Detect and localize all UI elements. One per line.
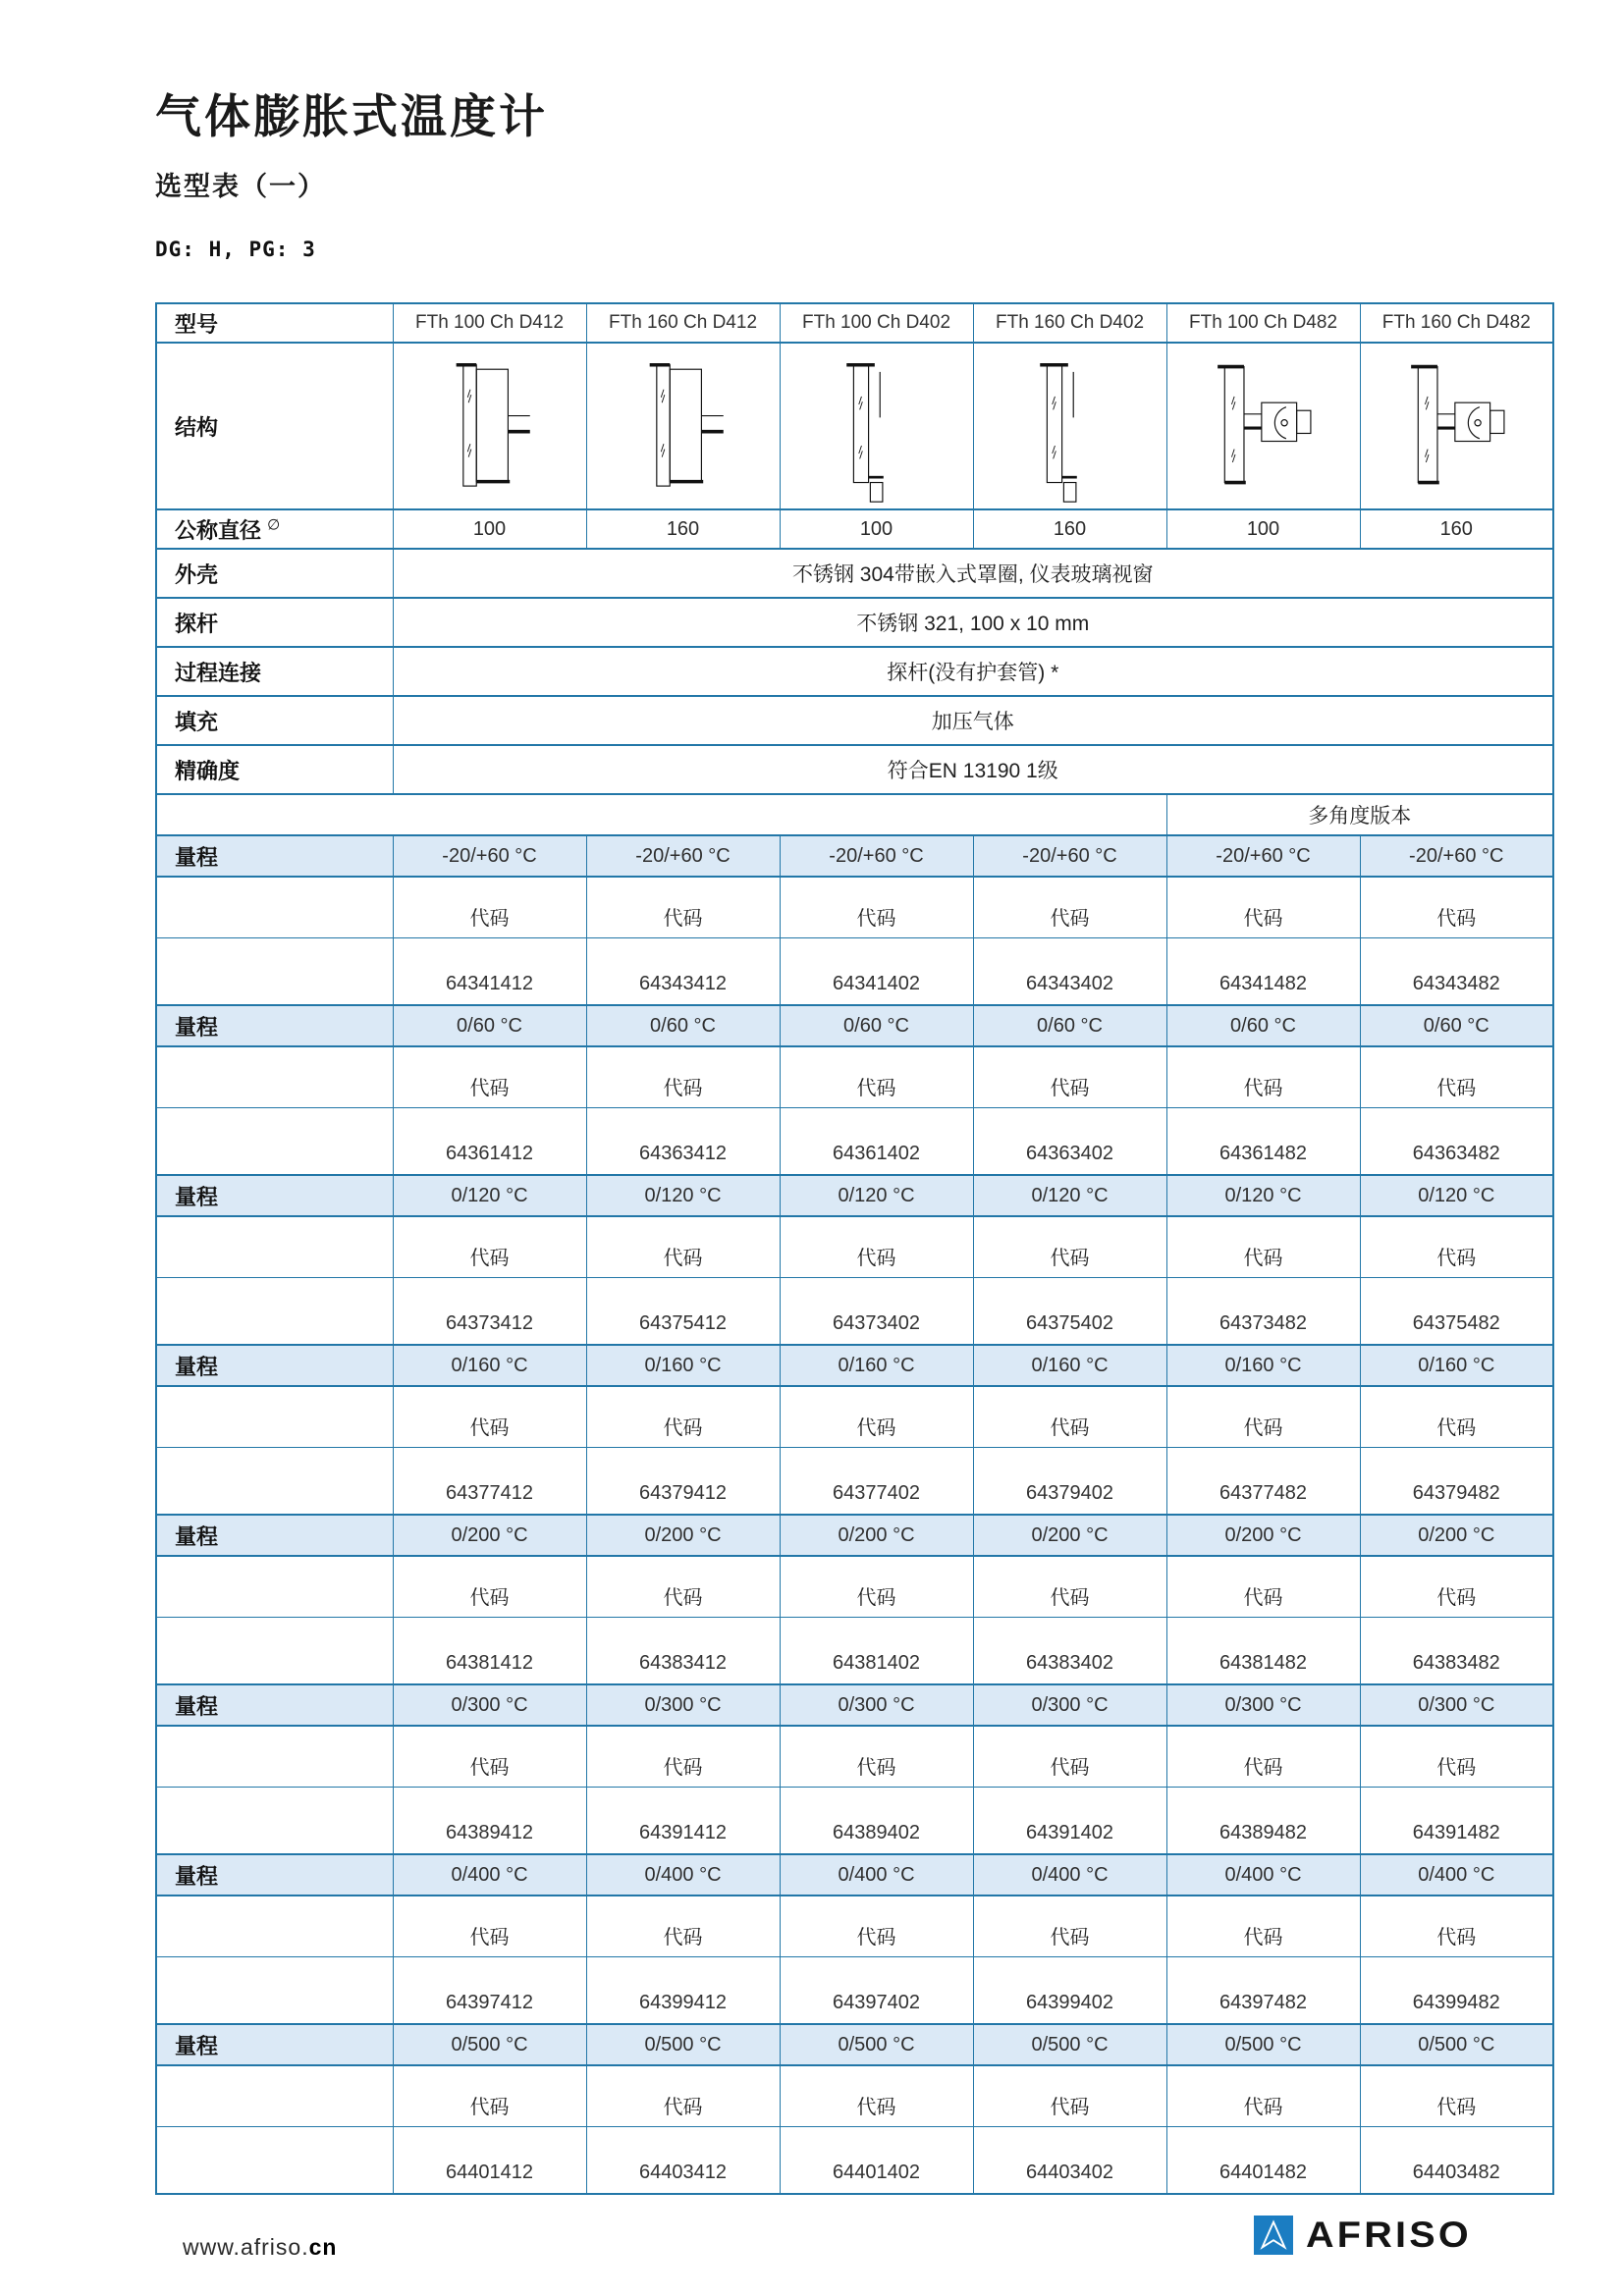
- afriso-wordmark: AFRISO: [1306, 2215, 1472, 2255]
- range-value: 0/160 °C: [780, 1345, 973, 1386]
- code-label: 代码: [586, 1386, 780, 1448]
- empty-cell: [156, 2065, 393, 2127]
- code-value: 64341482: [1166, 938, 1360, 1006]
- range-row: [156, 1005, 1553, 1046]
- range-value: 0/300 °C: [586, 1684, 780, 1726]
- range-value: 0/500 °C: [780, 2024, 973, 2065]
- range-value: 0/160 °C: [393, 1345, 586, 1386]
- diameter-value: 100: [1166, 509, 1360, 549]
- model-name: FTh 100 Ch D482: [1166, 303, 1360, 343]
- range-value: 0/200 °C: [780, 1515, 973, 1556]
- model-name: FTh 100 Ch D402: [780, 303, 973, 343]
- range-value: 0/60 °C: [1166, 1005, 1360, 1046]
- code-value: 64381402: [780, 1618, 973, 1685]
- empty-cell: [156, 1046, 393, 1108]
- code-label-row: [156, 1896, 1553, 1957]
- code-label: 代码: [393, 1216, 586, 1278]
- range-value: 0/120 °C: [1166, 1175, 1360, 1216]
- selection-table: [155, 302, 1554, 2195]
- spec-value: 符合EN 13190 1级: [393, 745, 1553, 794]
- code-label-row: [156, 1046, 1553, 1108]
- spec-label: 外壳: [156, 549, 393, 598]
- code-value: 64399412: [586, 1957, 780, 2025]
- code-label: 代码: [586, 1556, 780, 1618]
- code-label: 代码: [393, 1556, 586, 1618]
- range-value: 0/120 °C: [1360, 1175, 1553, 1216]
- code-value: 64363402: [973, 1108, 1166, 1176]
- diameter-value: 160: [973, 509, 1166, 549]
- multi-angle-row: [156, 794, 1553, 835]
- range-row: [156, 1175, 1553, 1216]
- range-value: 0/300 °C: [780, 1684, 973, 1726]
- range-row-label: 量程: [156, 1515, 393, 1556]
- model-name: FTh 160 Ch D482: [1360, 303, 1553, 343]
- code-value: 64381482: [1166, 1618, 1360, 1685]
- code-value: 64377482: [1166, 1448, 1360, 1516]
- spec-value: 探杆(没有护套管) *: [393, 647, 1553, 696]
- structure-cell: [780, 343, 973, 509]
- range-value: -20/+60 °C: [393, 835, 586, 877]
- code-value: 64373402: [780, 1278, 973, 1346]
- website-suffix: cn: [308, 2234, 338, 2260]
- code-value: 64361402: [780, 1108, 973, 1176]
- code-label: 代码: [1166, 1046, 1360, 1108]
- code-value: 64389412: [393, 1788, 586, 1855]
- afriso-logo: [1254, 2215, 1472, 2256]
- code-value: 64373482: [1166, 1278, 1360, 1346]
- range-row: [156, 835, 1553, 877]
- code-label: 代码: [1360, 1386, 1553, 1448]
- range-value: 0/200 °C: [1360, 1515, 1553, 1556]
- structure-cell: [1166, 343, 1360, 509]
- code-value: 64383412: [586, 1618, 780, 1685]
- code-label: 代码: [1166, 877, 1360, 938]
- empty-cell: [156, 1556, 393, 1618]
- multi-angle-version-label: 多角度版本: [1166, 794, 1553, 835]
- empty-cell: [156, 1957, 393, 2025]
- diameter-row-label: [156, 509, 393, 549]
- diameter-row: [156, 509, 1553, 549]
- code-value: 64341402: [780, 938, 973, 1006]
- code-value: 64379412: [586, 1448, 780, 1516]
- code-value: 64389482: [1166, 1788, 1360, 1855]
- empty-cell: [156, 1788, 393, 1855]
- range-value: 0/200 °C: [973, 1515, 1166, 1556]
- range-value: 0/500 °C: [586, 2024, 780, 2065]
- model-row: [156, 303, 1553, 343]
- code-value-row: [156, 938, 1553, 1006]
- code-value-row: [156, 1788, 1553, 1855]
- code-value: 64397412: [393, 1957, 586, 2025]
- code-value-row: [156, 1278, 1553, 1346]
- code-value-row: [156, 2127, 1553, 2195]
- range-value: 0/300 °C: [973, 1684, 1166, 1726]
- structure-diagram-back-connection-icon: [630, 354, 735, 504]
- range-row-label: 量程: [156, 835, 393, 877]
- code-label-row: [156, 877, 1553, 938]
- range-value: 0/400 °C: [393, 1854, 586, 1896]
- code-value: 64401412: [393, 2127, 586, 2195]
- range-value: 0/120 °C: [393, 1175, 586, 1216]
- code-value-row: [156, 1448, 1553, 1516]
- code-label: 代码: [1360, 1556, 1553, 1618]
- structure-cell: [586, 343, 780, 509]
- code-label-row: [156, 1386, 1553, 1448]
- code-label: 代码: [586, 877, 780, 938]
- code-label: 代码: [780, 1556, 973, 1618]
- structure-diagram-back-connection-icon: [437, 354, 542, 504]
- range-value: 0/500 °C: [973, 2024, 1166, 2065]
- spec-row-probe: [156, 598, 1553, 647]
- spec-label: 探杆: [156, 598, 393, 647]
- code-value: 64363412: [586, 1108, 780, 1176]
- code-value: 64391482: [1360, 1788, 1553, 1855]
- code-value: 64389402: [780, 1788, 973, 1855]
- code-label: 代码: [586, 1046, 780, 1108]
- code-label: 代码: [1360, 877, 1553, 938]
- structure-diagram-bottom-connection-icon: [824, 354, 929, 504]
- range-value: 0/400 °C: [780, 1854, 973, 1896]
- code-label: 代码: [780, 2065, 973, 2127]
- code-value: 64361412: [393, 1108, 586, 1176]
- model-name: FTh 160 Ch D402: [973, 303, 1166, 343]
- code-label: 代码: [1166, 1386, 1360, 1448]
- range-value: 0/200 °C: [393, 1515, 586, 1556]
- empty-cell: [156, 1618, 393, 1685]
- empty-cell: [156, 794, 1166, 835]
- range-value: 0/300 °C: [1360, 1684, 1553, 1726]
- code-value: 64383482: [1360, 1618, 1553, 1685]
- code-label: 代码: [780, 1216, 973, 1278]
- code-label: 代码: [586, 2065, 780, 2127]
- code-label: 代码: [780, 1896, 973, 1957]
- range-value: 0/160 °C: [586, 1345, 780, 1386]
- code-label: 代码: [1166, 1726, 1360, 1788]
- structure-diagram-swivel-connection-icon: [1211, 354, 1316, 504]
- range-row: [156, 2024, 1553, 2065]
- spec-label: 精确度: [156, 745, 393, 794]
- code-value: 64403402: [973, 2127, 1166, 2195]
- code-label: 代码: [393, 1896, 586, 1957]
- empty-cell: [156, 1448, 393, 1516]
- code-label: 代码: [973, 2065, 1166, 2127]
- range-value: 0/60 °C: [586, 1005, 780, 1046]
- code-label: 代码: [780, 1726, 973, 1788]
- range-value: 0/300 °C: [393, 1684, 586, 1726]
- spec-row-filling: [156, 696, 1553, 745]
- code-value: 64343402: [973, 938, 1166, 1006]
- structure-cell: [1360, 343, 1553, 509]
- diameter-value: 100: [780, 509, 973, 549]
- range-row-label: 量程: [156, 1684, 393, 1726]
- empty-cell: [156, 938, 393, 1006]
- code-label: 代码: [1360, 1046, 1553, 1108]
- page-subtitle: 选型表（一）: [155, 172, 326, 201]
- range-value: -20/+60 °C: [780, 835, 973, 877]
- code-label: 代码: [973, 877, 1166, 938]
- code-label: 代码: [780, 1386, 973, 1448]
- code-label: 代码: [393, 877, 586, 938]
- empty-cell: [156, 1386, 393, 1448]
- range-value: 0/400 °C: [1166, 1854, 1360, 1896]
- spec-value: 加压气体: [393, 696, 1553, 745]
- code-value: 64375412: [586, 1278, 780, 1346]
- structure-cell: [973, 343, 1166, 509]
- code-value: 64379402: [973, 1448, 1166, 1516]
- range-value: 0/500 °C: [1360, 2024, 1553, 2065]
- code-value: 64401402: [780, 2127, 973, 2195]
- page-title: 气体膨胀式温度计: [155, 90, 548, 142]
- code-label: 代码: [1166, 1896, 1360, 1957]
- code-label: 代码: [393, 1386, 586, 1448]
- structure-diagram-bottom-connection-icon: [1017, 354, 1122, 504]
- range-value: 0/200 °C: [586, 1515, 780, 1556]
- code-value-row: [156, 1108, 1553, 1176]
- code-value: 64399482: [1360, 1957, 1553, 2025]
- diameter-symbol: ∅: [267, 516, 281, 534]
- code-value: 64377402: [780, 1448, 973, 1516]
- range-value: 0/60 °C: [973, 1005, 1166, 1046]
- code-label: 代码: [973, 1046, 1166, 1108]
- range-value: 0/60 °C: [780, 1005, 973, 1046]
- structure-diagram-swivel-connection-icon: [1404, 354, 1509, 504]
- model-name: FTh 160 Ch D412: [586, 303, 780, 343]
- range-value: 0/400 °C: [1360, 1854, 1553, 1896]
- range-value: 0/60 °C: [1360, 1005, 1553, 1046]
- range-row: [156, 1345, 1553, 1386]
- code-label: 代码: [393, 1046, 586, 1108]
- spec-label: 过程连接: [156, 647, 393, 696]
- structure-row: [156, 343, 1553, 509]
- range-value: 0/60 °C: [393, 1005, 586, 1046]
- code-value: 64341412: [393, 938, 586, 1006]
- range-row-label: 量程: [156, 1345, 393, 1386]
- code-value: 64401482: [1166, 2127, 1360, 2195]
- code-label: 代码: [1166, 2065, 1360, 2127]
- selection-table-body: [156, 303, 1553, 2194]
- code-label: 代码: [393, 2065, 586, 2127]
- code-label: 代码: [973, 1386, 1166, 1448]
- range-row-label: 量程: [156, 1005, 393, 1046]
- code-label: 代码: [973, 1896, 1166, 1957]
- range-value: 0/160 °C: [1360, 1345, 1553, 1386]
- code-label: 代码: [780, 877, 973, 938]
- code-label: 代码: [973, 1726, 1166, 1788]
- code-label: 代码: [1360, 1216, 1553, 1278]
- code-label-row: [156, 2065, 1553, 2127]
- website-prefix: www.afriso.: [183, 2234, 309, 2260]
- code-label: 代码: [1166, 1216, 1360, 1278]
- footer-website-link[interactable]: [183, 2234, 337, 2261]
- code-value: 64383402: [973, 1618, 1166, 1685]
- empty-cell: [156, 2127, 393, 2195]
- code-value: 64373412: [393, 1278, 586, 1346]
- range-value: 0/300 °C: [1166, 1684, 1360, 1726]
- dg-pg-code-line: DG: H, PG: 3: [155, 238, 316, 261]
- afriso-logo-arrow-icon: [1254, 2216, 1293, 2255]
- spec-label: 填充: [156, 696, 393, 745]
- empty-cell: [156, 1216, 393, 1278]
- range-value: -20/+60 °C: [973, 835, 1166, 877]
- code-label: 代码: [1360, 1726, 1553, 1788]
- code-label: 代码: [780, 1046, 973, 1108]
- range-value: 0/400 °C: [586, 1854, 780, 1896]
- code-label: 代码: [1360, 2065, 1553, 2127]
- range-value: 0/120 °C: [780, 1175, 973, 1216]
- code-label-row: [156, 1556, 1553, 1618]
- code-label: 代码: [586, 1216, 780, 1278]
- range-value: 0/120 °C: [973, 1175, 1166, 1216]
- diameter-label-text: 公称直径: [175, 517, 262, 543]
- range-value: 0/500 °C: [1166, 2024, 1360, 2065]
- code-value-row: [156, 1957, 1553, 2025]
- structure-row-label: 结构: [156, 343, 393, 509]
- empty-cell: [156, 1278, 393, 1346]
- range-row-label: 量程: [156, 2024, 393, 2065]
- structure-cell: [393, 343, 586, 509]
- code-value-row: [156, 1618, 1553, 1685]
- code-value: 64391412: [586, 1788, 780, 1855]
- diameter-value: 160: [586, 509, 780, 549]
- code-label-row: [156, 1726, 1553, 1788]
- code-value: 64343412: [586, 938, 780, 1006]
- range-row-label: 量程: [156, 1175, 393, 1216]
- empty-cell: [156, 1896, 393, 1957]
- code-label: 代码: [1360, 1896, 1553, 1957]
- code-value: 64361482: [1166, 1108, 1360, 1176]
- code-value: 64377412: [393, 1448, 586, 1516]
- range-row-label: 量程: [156, 1854, 393, 1896]
- empty-cell: [156, 1726, 393, 1788]
- range-value: 0/500 °C: [393, 2024, 586, 2065]
- spec-value: 不锈钢 321, 100 x 10 mm: [393, 598, 1553, 647]
- code-value: 64375402: [973, 1278, 1166, 1346]
- code-value: 64343482: [1360, 938, 1553, 1006]
- code-label: 代码: [973, 1216, 1166, 1278]
- code-label: 代码: [973, 1556, 1166, 1618]
- code-label-row: [156, 1216, 1553, 1278]
- code-label: 代码: [1166, 1556, 1360, 1618]
- code-value: 64391402: [973, 1788, 1166, 1855]
- range-value: 0/120 °C: [586, 1175, 780, 1216]
- code-label: 代码: [586, 1726, 780, 1788]
- range-value: 0/200 °C: [1166, 1515, 1360, 1556]
- empty-cell: [156, 1108, 393, 1176]
- empty-cell: [156, 877, 393, 938]
- range-value: -20/+60 °C: [586, 835, 780, 877]
- range-value: 0/400 °C: [973, 1854, 1166, 1896]
- code-value: 64397402: [780, 1957, 973, 2025]
- range-row: [156, 1684, 1553, 1726]
- code-value: 64375482: [1360, 1278, 1553, 1346]
- code-label: 代码: [393, 1726, 586, 1788]
- code-value: 64399402: [973, 1957, 1166, 2025]
- range-value: 0/160 °C: [1166, 1345, 1360, 1386]
- model-name: FTh 100 Ch D412: [393, 303, 586, 343]
- spec-value: 不锈钢 304带嵌入式罩圈, 仪表玻璃视窗: [393, 549, 1553, 598]
- code-value: 64397482: [1166, 1957, 1360, 2025]
- spec-row-process-connection: [156, 647, 1553, 696]
- model-row-label: 型号: [156, 303, 393, 343]
- spec-row-accuracy: [156, 745, 1553, 794]
- diameter-value: 160: [1360, 509, 1553, 549]
- spec-row-housing: [156, 549, 1553, 598]
- code-value: 64403412: [586, 2127, 780, 2195]
- code-label: 代码: [586, 1896, 780, 1957]
- range-value: -20/+60 °C: [1360, 835, 1553, 877]
- range-value: -20/+60 °C: [1166, 835, 1360, 877]
- range-row: [156, 1515, 1553, 1556]
- range-value: 0/160 °C: [973, 1345, 1166, 1386]
- code-value: 64381412: [393, 1618, 586, 1685]
- diameter-value: 100: [393, 509, 586, 549]
- code-value: 64363482: [1360, 1108, 1553, 1176]
- range-row: [156, 1854, 1553, 1896]
- code-value: 64379482: [1360, 1448, 1553, 1516]
- code-value: 64403482: [1360, 2127, 1553, 2195]
